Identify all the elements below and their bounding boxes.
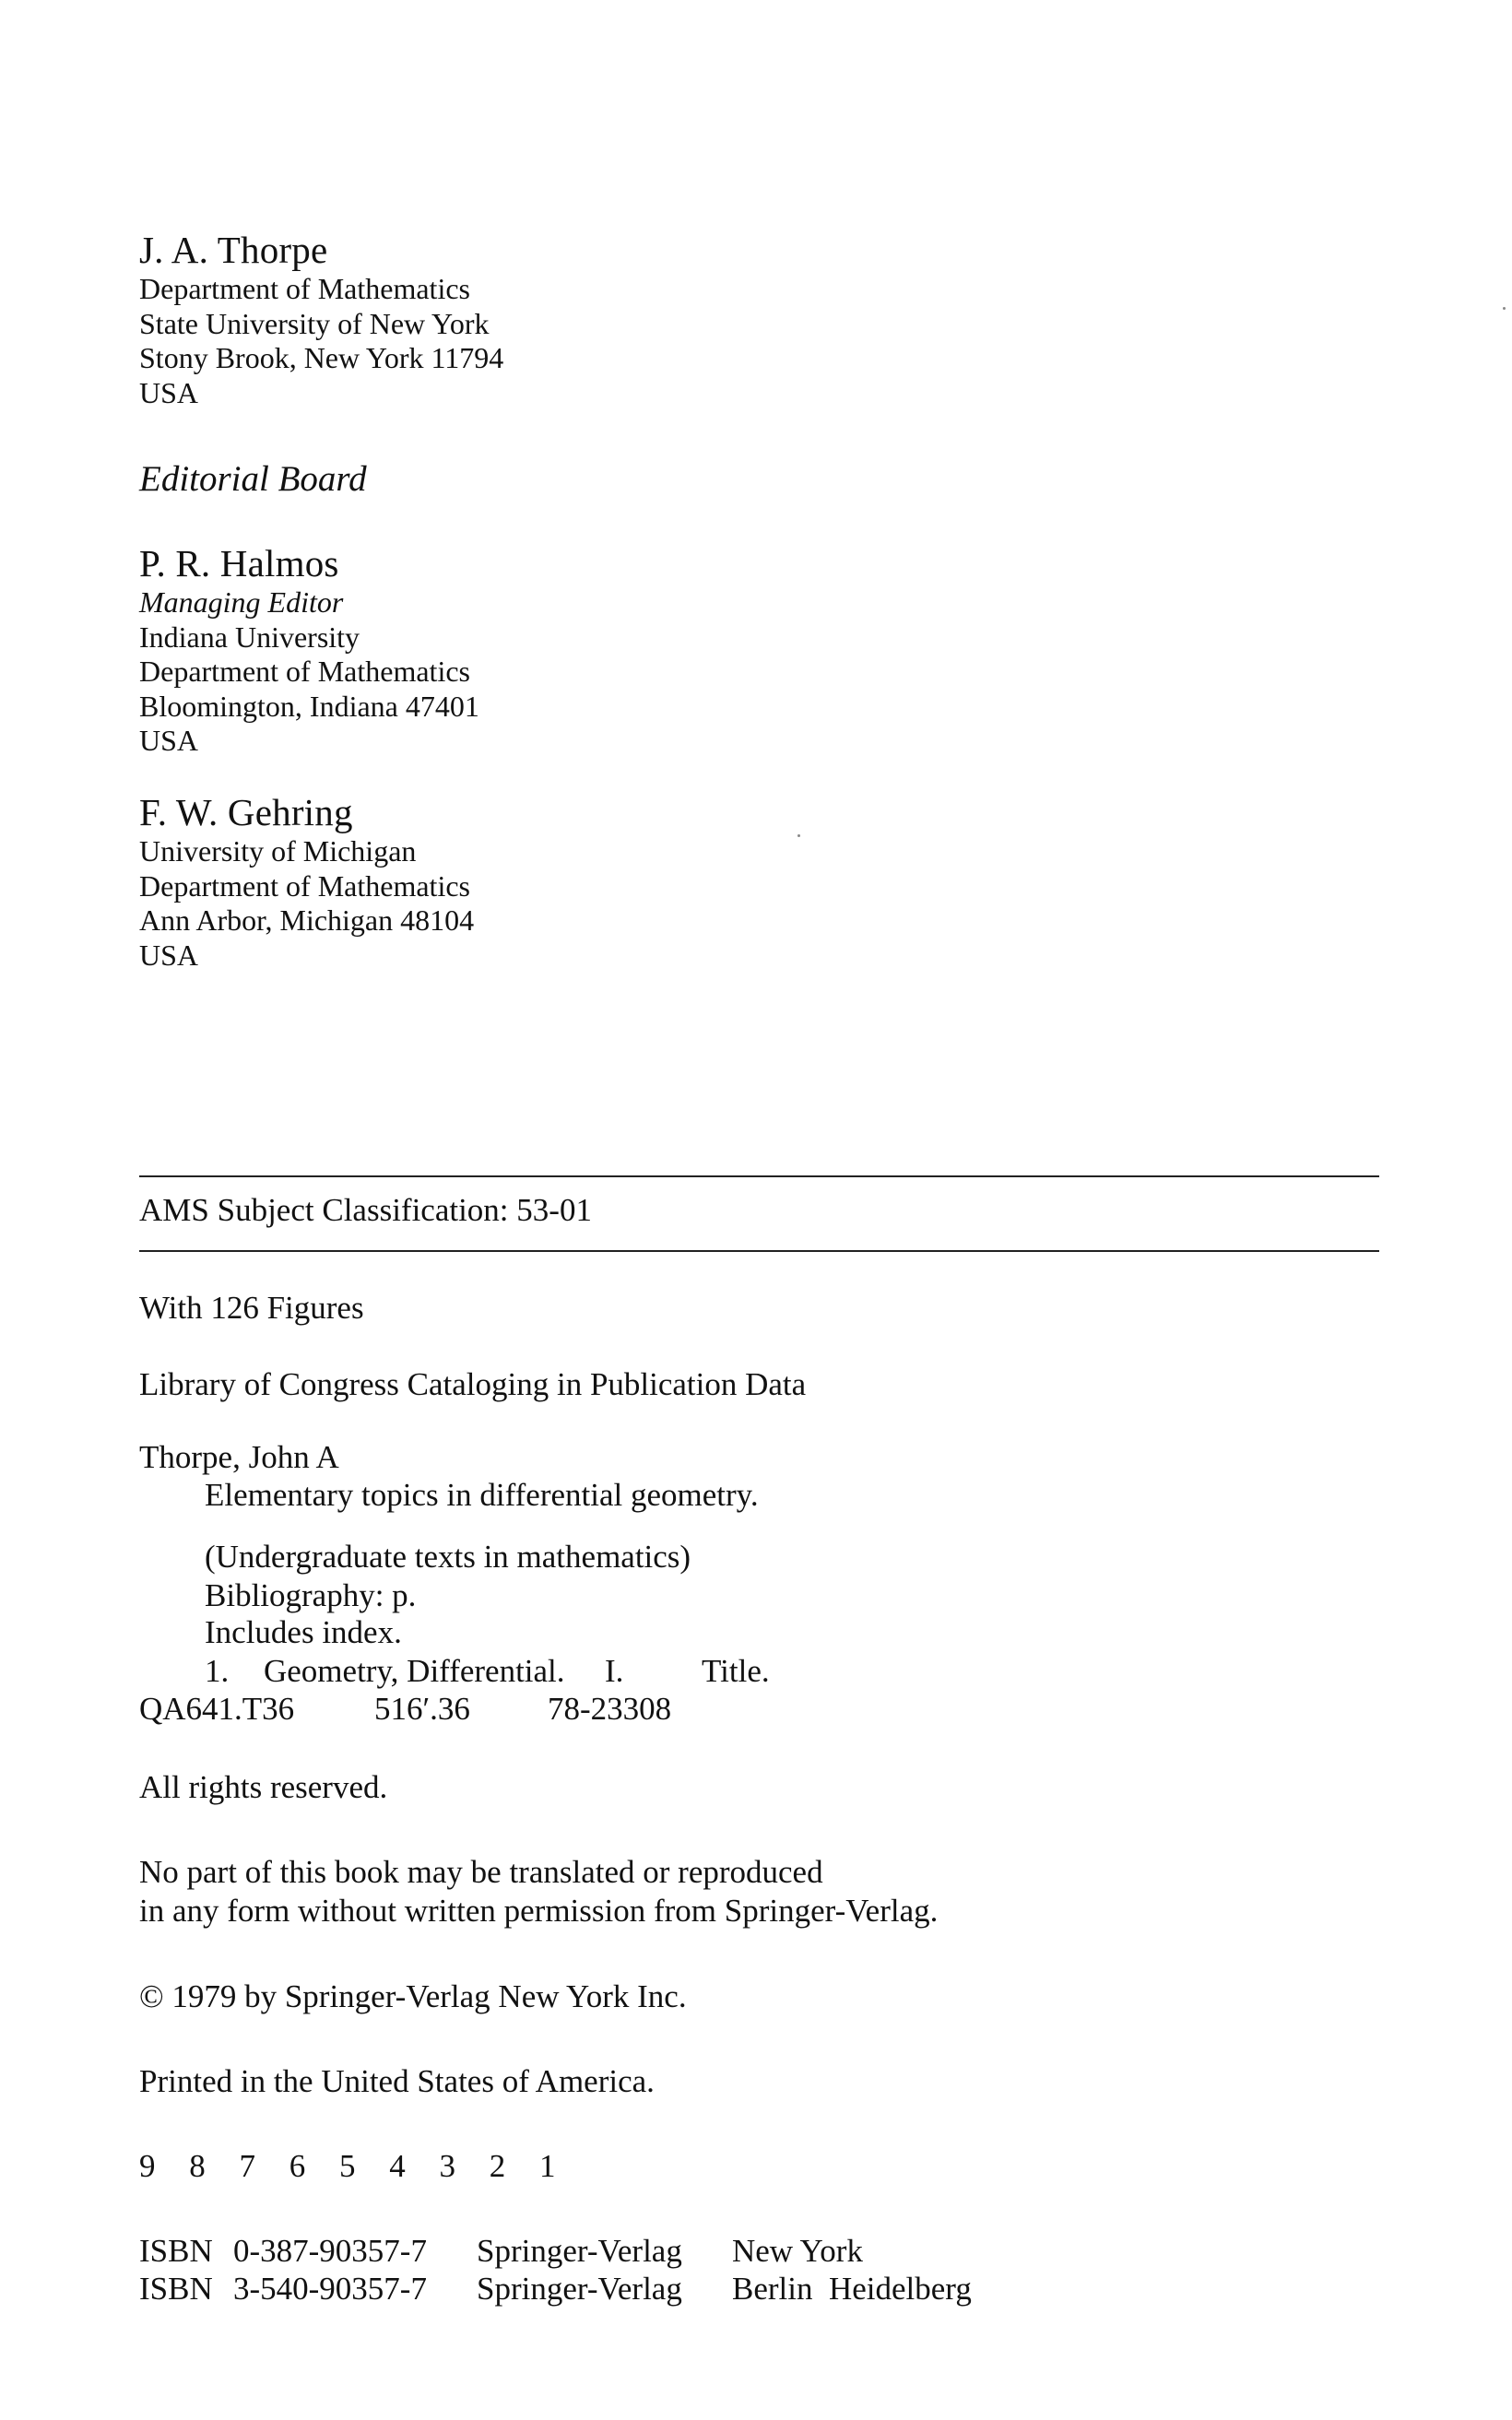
author-address-line: USA xyxy=(139,375,199,409)
cip-subject-number: I. xyxy=(605,1653,624,1689)
cip-title: Elementary topics in differential geometry. xyxy=(205,1477,759,1513)
cip-call-number xyxy=(139,1690,1061,1729)
cip-author: Thorpe, John A xyxy=(139,1439,339,1475)
cip-subject-number: 1. xyxy=(205,1653,230,1689)
printed-in: Printed in the United States of America. xyxy=(139,2063,655,2099)
editor-role: Managing Editor xyxy=(139,585,344,619)
lc-class: QA641.T36 xyxy=(139,1691,295,1727)
editor-name: F. W. Gehring xyxy=(139,791,353,833)
editor-name: P. R. Halmos xyxy=(139,542,339,584)
dewey-class: 516′.36 xyxy=(374,1691,470,1727)
isbn-publisher: Springer-Verlag xyxy=(477,2271,682,2307)
scan-speck xyxy=(797,834,800,837)
author-name: J. A. Thorpe xyxy=(139,229,328,271)
author-block xyxy=(139,228,503,410)
editor-address-line: USA xyxy=(139,724,199,757)
isbn-label: ISBN xyxy=(139,2233,213,2269)
isbn-publisher: Springer-Verlag xyxy=(477,2233,682,2269)
cip-subject: Title. xyxy=(702,1653,770,1689)
editor-address-line: Bloomington, Indiana 47401 xyxy=(139,689,479,723)
editorial-board-heading: Editorial Board xyxy=(139,459,367,499)
editor-block-halmos xyxy=(139,541,479,759)
figures-note: With 126 Figures xyxy=(139,1290,364,1326)
scan-speck xyxy=(1503,307,1506,310)
isbn-number: 0-387-90357-7 xyxy=(233,2233,427,2269)
cip-subject: Geometry, Differential. xyxy=(264,1653,565,1689)
isbn-row xyxy=(139,2232,1246,2271)
author-address-line: Stony Brook, New York 11794 xyxy=(139,341,504,374)
editor-address-line: University of Michigan xyxy=(139,834,417,868)
print-run: 9 8 7 6 5 4 3 2 1 xyxy=(139,2148,569,2184)
permission-line: No part of this book may be translated or reproduced xyxy=(139,1854,823,1890)
ams-classification: AMS Subject Classification: 53-01 xyxy=(139,1192,592,1228)
cip-subjects xyxy=(139,1652,1061,1691)
isbn-label: ISBN xyxy=(139,2271,213,2307)
rule-top xyxy=(139,1175,1379,1177)
author-address-line: Department of Mathematics xyxy=(139,272,470,305)
rights-reserved: All rights reserved. xyxy=(139,1769,388,1805)
isbn-city: Berlin Heidelberg xyxy=(732,2271,972,2307)
isbn-city: New York xyxy=(732,2233,863,2269)
author-address-line: State University of New York xyxy=(139,306,490,340)
editor-address-line: USA xyxy=(139,938,199,972)
cip-note: Bibliography: p. xyxy=(205,1577,417,1613)
editor-address-line: Department of Mathematics xyxy=(139,655,470,688)
cip-note: (Undergraduate texts in mathematics) xyxy=(205,1539,691,1575)
editor-address-line: Department of Mathematics xyxy=(139,868,470,903)
copyright-notice: © 1979 by Springer-Verlag New York Inc. xyxy=(139,1978,687,2014)
isbn-number: 3-540-90357-7 xyxy=(233,2271,427,2307)
isbn-row xyxy=(139,2270,1246,2308)
cip-note: Includes index. xyxy=(205,1614,402,1650)
editor-address-line: Ann Arbor, Michigan 48104 xyxy=(139,903,475,937)
lccn: 78-23308 xyxy=(548,1691,672,1727)
rule-bottom xyxy=(139,1250,1379,1252)
cip-heading: Library of Congress Cataloging in Publication Data xyxy=(139,1366,807,1402)
permission-line: in any form without written permission from Springer-Verlag. xyxy=(139,1893,939,1929)
editor-block-gehring xyxy=(139,790,474,973)
editor-address-line: Indiana University xyxy=(139,620,360,654)
